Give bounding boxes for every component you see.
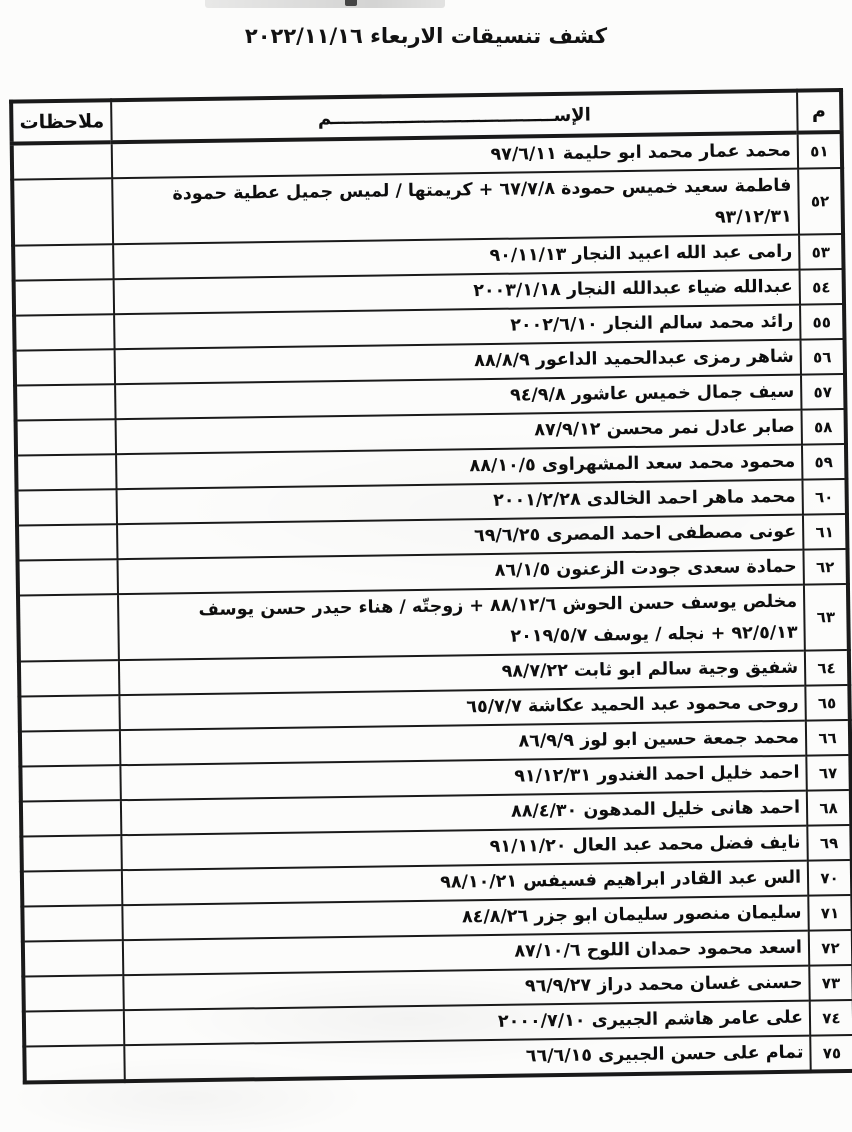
serial-cell: ٥٩ <box>802 444 846 480</box>
name-cell: محمد عمار محمد ابو حليمة ٩٧/٦/١١ <box>112 133 798 179</box>
notes-cell <box>18 559 118 595</box>
notes-cell <box>16 419 116 455</box>
notes-cell <box>20 730 120 766</box>
notes-cell <box>22 870 122 906</box>
name-cell: احمد خليل احمد الغندور ٩١/١٢/٣١ <box>120 756 806 801</box>
name-cell: الس عبد القادر ابراهيم فسيفس ٩٨/١٠/٢١ <box>122 861 808 906</box>
scan-artifact-streak <box>205 0 445 8</box>
serial-cell: ٥٨ <box>801 409 845 445</box>
name-cell: حمادة سعدى جودت الزعنون ٨٦/١/٥ <box>118 550 804 595</box>
serial-cell: ٥١ <box>798 132 842 169</box>
notes-cell <box>17 489 117 525</box>
notes-cell <box>21 800 121 836</box>
notes-cell <box>15 384 115 420</box>
name-cell: رائد محمد سالم النجار ٢٠٠٢/٦/١٠ <box>114 305 800 350</box>
serial-cell: ٦٦ <box>806 720 850 756</box>
serial-cell: ٧٣ <box>809 965 852 1001</box>
scan-artifact-dot <box>345 0 357 6</box>
column-header-serial: م <box>797 90 842 133</box>
name-cell: احمد هانى خليل المدهون ٨٨/٤/٣٠ <box>121 791 807 836</box>
serial-cell: ٦٩ <box>807 825 851 861</box>
name-cell: تمام على حسن الجبيرى ٦٦/٦/١٥ <box>124 1036 810 1082</box>
name-cell: مخلص يوسف حسن الحوش ٨٨/١٢/٦ + زوجتّه / هناء حيدر حسن يوسف ٩٢/٥/١٣ + نجله / يوسف ٢٠١٩/٥/٧ <box>118 585 805 661</box>
name-cell: سيف جمال خميس عاشور ٩٤/٩/٨ <box>115 375 801 420</box>
serial-cell: ٧٢ <box>809 930 852 966</box>
name-cell: روحى محمود عبد الحميد عكاشة ٦٥/٧/٧ <box>119 686 805 731</box>
name-cell: شاهر رمزى عبدالحميد الداعور ٨٨/٨/٩ <box>115 340 801 385</box>
serial-cell: ٧٥ <box>810 1035 852 1072</box>
serial-cell: ٥٧ <box>801 374 845 410</box>
name-cell: رامى عبد الله اعبيد النجار ٩٠/١١/١٣ <box>113 235 799 280</box>
serial-cell: ٥٤ <box>800 269 844 305</box>
table-body <box>12 132 852 1082</box>
notes-cell <box>12 142 112 179</box>
serial-cell: ٦٢ <box>803 549 847 585</box>
column-header-notes: ملاحظات <box>11 100 112 143</box>
name-cell: عبدالله ضياء عبدالله النجار ٢٠٠٣/١/١٨ <box>114 270 800 315</box>
serial-cell: ٥٥ <box>800 304 844 340</box>
serial-cell: ٥٦ <box>801 339 845 375</box>
serial-cell: ٧٤ <box>810 1000 852 1036</box>
notes-cell <box>19 660 119 696</box>
notes-cell <box>14 314 114 350</box>
serial-cell: ٥٣ <box>799 234 843 270</box>
serial-cell: ٦٤ <box>805 650 849 686</box>
name-cell: نايف فضل محمد عبد العال ٩١/١١/٢٠ <box>121 826 807 871</box>
name-cell: صابر عادل نمر محسن ٨٧/٩/١٢ <box>116 410 802 455</box>
notes-cell <box>18 594 119 661</box>
notes-cell <box>24 1010 124 1046</box>
notes-cell <box>19 695 119 731</box>
notes-cell <box>22 905 122 941</box>
notes-cell <box>12 178 113 245</box>
notes-cell <box>24 1045 124 1082</box>
roster-table-container <box>9 88 852 1085</box>
roster-table <box>9 88 852 1085</box>
serial-cell: ٧٠ <box>808 860 852 896</box>
name-cell: اسعد محمود حمدان اللوح ٨٧/١٠/٦ <box>123 931 809 976</box>
name-cell: محمد جمعة حسين ابو لوز ٨٦/٩/٩ <box>120 721 806 766</box>
notes-cell <box>17 524 117 560</box>
name-cell: شفيق وجية سالم ابو ثابت ٩٨/٧/٢٢ <box>119 651 805 696</box>
name-cell: فاطمة سعيد خميس حمودة ٦٧/٧/٨ + كريمتها / لميس جميل عطية حمودة ٩٣/١٢/٣١ <box>112 169 799 245</box>
notes-cell <box>21 835 121 871</box>
notes-cell <box>14 279 114 315</box>
serial-cell: ٦٣ <box>804 584 849 651</box>
notes-cell <box>16 454 116 490</box>
notes-cell <box>20 765 120 801</box>
notes-cell <box>23 940 123 976</box>
name-cell: حسنى غسان محمد دراز ٩٦/٩/٢٧ <box>123 966 809 1011</box>
serial-cell: ٥٢ <box>798 168 843 235</box>
column-header-name: الإســــــــــــــــــــــــــــــــــــم <box>111 91 798 143</box>
serial-cell: ٧١ <box>808 895 852 931</box>
serial-cell: ٦٥ <box>805 685 849 721</box>
name-cell: محمود محمد سعد المشهراوى ٨٨/١٠/٥ <box>116 445 802 490</box>
serial-cell: ٦٨ <box>807 790 851 826</box>
notes-cell <box>15 349 115 385</box>
name-cell: على عامر هاشم الجبيرى ٢٠٠٠/٧/١٠ <box>124 1001 810 1046</box>
serial-cell: ٦٧ <box>806 755 850 791</box>
name-cell: عونى مصطفى احمد المصرى ٦٩/٦/٢٥ <box>117 515 803 560</box>
notes-cell <box>23 975 123 1011</box>
notes-cell <box>13 244 113 280</box>
table-row <box>18 584 849 662</box>
name-cell: محمد ماهر احمد الخالدى ٢٠٠١/٢/٢٨ <box>117 480 803 525</box>
serial-cell: ٦٠ <box>802 479 846 515</box>
page-title: كشف تنسيقات الاربعاء ٢٠٢٢/١١/١٦ <box>244 24 608 48</box>
serial-cell: ٦١ <box>803 514 847 550</box>
table-row <box>12 168 843 246</box>
name-cell: سليمان منصور سليمان ابو جزر ٨٤/٨/٢٦ <box>122 896 808 941</box>
